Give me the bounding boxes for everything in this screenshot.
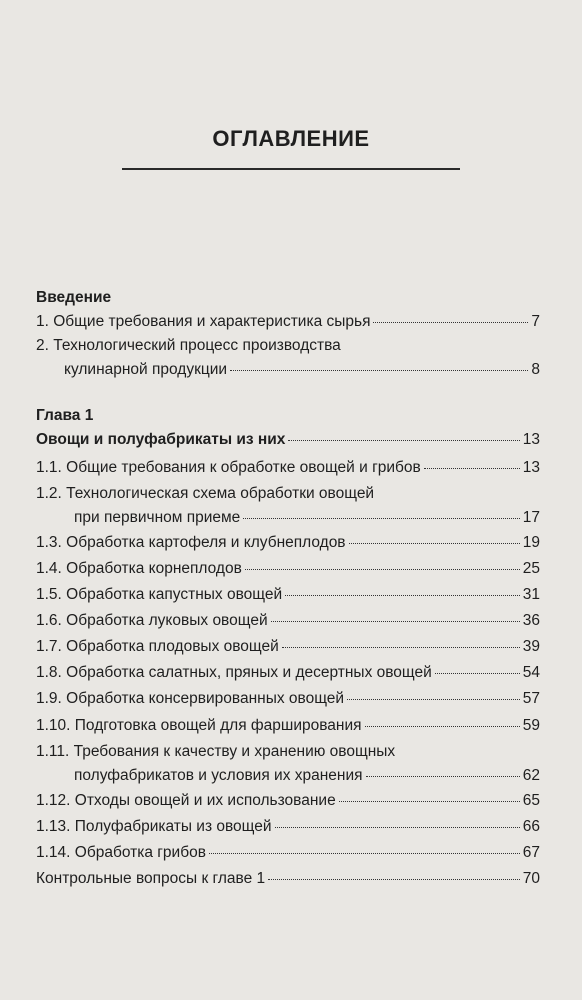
dot-leader [243, 518, 519, 519]
toc-entry-text: 1.14. Обработка грибов [36, 844, 206, 861]
toc-entry[interactable] [36, 310, 540, 334]
toc-page-number: 8 [531, 361, 540, 378]
dot-leader [268, 879, 520, 880]
dot-leader [424, 468, 520, 469]
toc-page-number: 17 [522, 509, 540, 526]
toc-entry[interactable] [36, 841, 540, 865]
toc-entry[interactable] [36, 609, 540, 633]
toc-page-number: 31 [522, 586, 540, 603]
toc-entry[interactable] [36, 583, 540, 607]
toc-entry[interactable] [36, 789, 540, 813]
toc-entry[interactable] [36, 482, 540, 530]
dot-leader [282, 647, 520, 648]
toc-entry-text-cont: при первичном приеме [74, 509, 241, 526]
toc-entry-text: 1.7. Обработка плодовых овощей [36, 638, 279, 655]
toc-page-number: 36 [522, 612, 540, 629]
toc-entry-text: 1.5. Обработка капустных овощей [36, 586, 283, 603]
toc-page-number: 13 [522, 459, 540, 476]
dot-leader [285, 595, 520, 596]
chapter-title-entry[interactable] [36, 428, 540, 452]
toc-entry[interactable] [36, 740, 540, 788]
toc-page-number: 59 [522, 717, 540, 734]
toc-entry-text: 1.8. Обработка салатных, пряных и десертных овощей [36, 664, 432, 681]
toc-entry[interactable] [36, 661, 540, 685]
toc-page-number: 66 [522, 818, 540, 835]
toc-entry-text: 1.6. Обработка луковых овощей [36, 612, 268, 629]
toc-page-number: 67 [522, 844, 540, 861]
toc-entry-text: 1.10. Подготовка овощей для фарширования [36, 717, 362, 734]
toc-page-number: 25 [522, 560, 540, 577]
toc-entry-text: 1.11. Требования к качеству и хранению овощных [36, 743, 396, 760]
toc-entry-text-cont: кулинарной продукции [64, 361, 228, 378]
dot-leader [288, 440, 519, 441]
toc-entry[interactable] [36, 557, 540, 581]
page-title: ОГЛАВЛЕНИЕ [212, 126, 370, 151]
dot-leader [373, 322, 528, 323]
toc-page-number: 13 [522, 431, 540, 448]
chapter-heading: Глава 1 [36, 407, 94, 424]
toc-entry-text: Контрольные вопросы к главе 1 [36, 870, 266, 887]
toc-entry-text: 1.3. Обработка картофеля и клубнеплодов [36, 534, 346, 551]
toc-entry[interactable] [36, 687, 540, 711]
toc-page-number: 54 [522, 664, 540, 681]
toc-entry-text-cont: полуфабрикатов и условия их хранения [74, 767, 363, 784]
toc-entry-text: 2. Технологический процесс производства [36, 337, 341, 354]
toc-entry-text: 1.1. Общие требования к обработке овощей и грибов [36, 459, 421, 476]
dot-leader [271, 621, 520, 622]
toc-entry[interactable] [36, 531, 540, 555]
toc-entry-text: 1. Общие требования и характеристика сырья [36, 313, 371, 330]
toc-entry[interactable] [36, 815, 540, 839]
toc-page-number: 70 [522, 870, 540, 887]
title-underline [122, 168, 460, 170]
toc-entry[interactable] [36, 635, 540, 659]
toc-entry-text: 1.12. Отходы овощей и их использование [36, 792, 336, 809]
toc-entry[interactable] [36, 334, 540, 382]
dot-leader [435, 673, 520, 674]
toc-page-number: 7 [531, 313, 540, 330]
toc-page-number: 19 [522, 534, 540, 551]
toc-entry-text: Овощи и полуфабрикаты из них [36, 431, 286, 448]
dot-leader [366, 776, 520, 777]
toc-page-number: 62 [522, 767, 540, 784]
dot-leader [275, 827, 520, 828]
dot-leader [365, 726, 520, 727]
dot-leader [230, 370, 528, 371]
dot-leader [245, 569, 520, 570]
toc-page-number: 65 [522, 792, 540, 809]
toc-entry-text: 1.13. Полуфабрикаты из овощей [36, 818, 272, 835]
dot-leader [339, 801, 520, 802]
toc-page-number: 39 [522, 638, 540, 655]
toc-page-number: 57 [522, 690, 540, 707]
dot-leader [209, 853, 520, 854]
toc-entry[interactable] [36, 714, 540, 738]
toc-entry[interactable] [36, 456, 540, 480]
dot-leader [349, 543, 520, 544]
toc-entry-text: 1.2. Технологическая схема обработки овощей [36, 485, 375, 502]
intro-heading: Введение [36, 289, 112, 306]
dot-leader [347, 699, 520, 700]
toc-entry-text: 1.9. Обработка консервированных овощей [36, 690, 345, 707]
toc-entry[interactable] [36, 867, 540, 891]
toc-entry-text: 1.4. Обработка корнеплодов [36, 560, 242, 577]
